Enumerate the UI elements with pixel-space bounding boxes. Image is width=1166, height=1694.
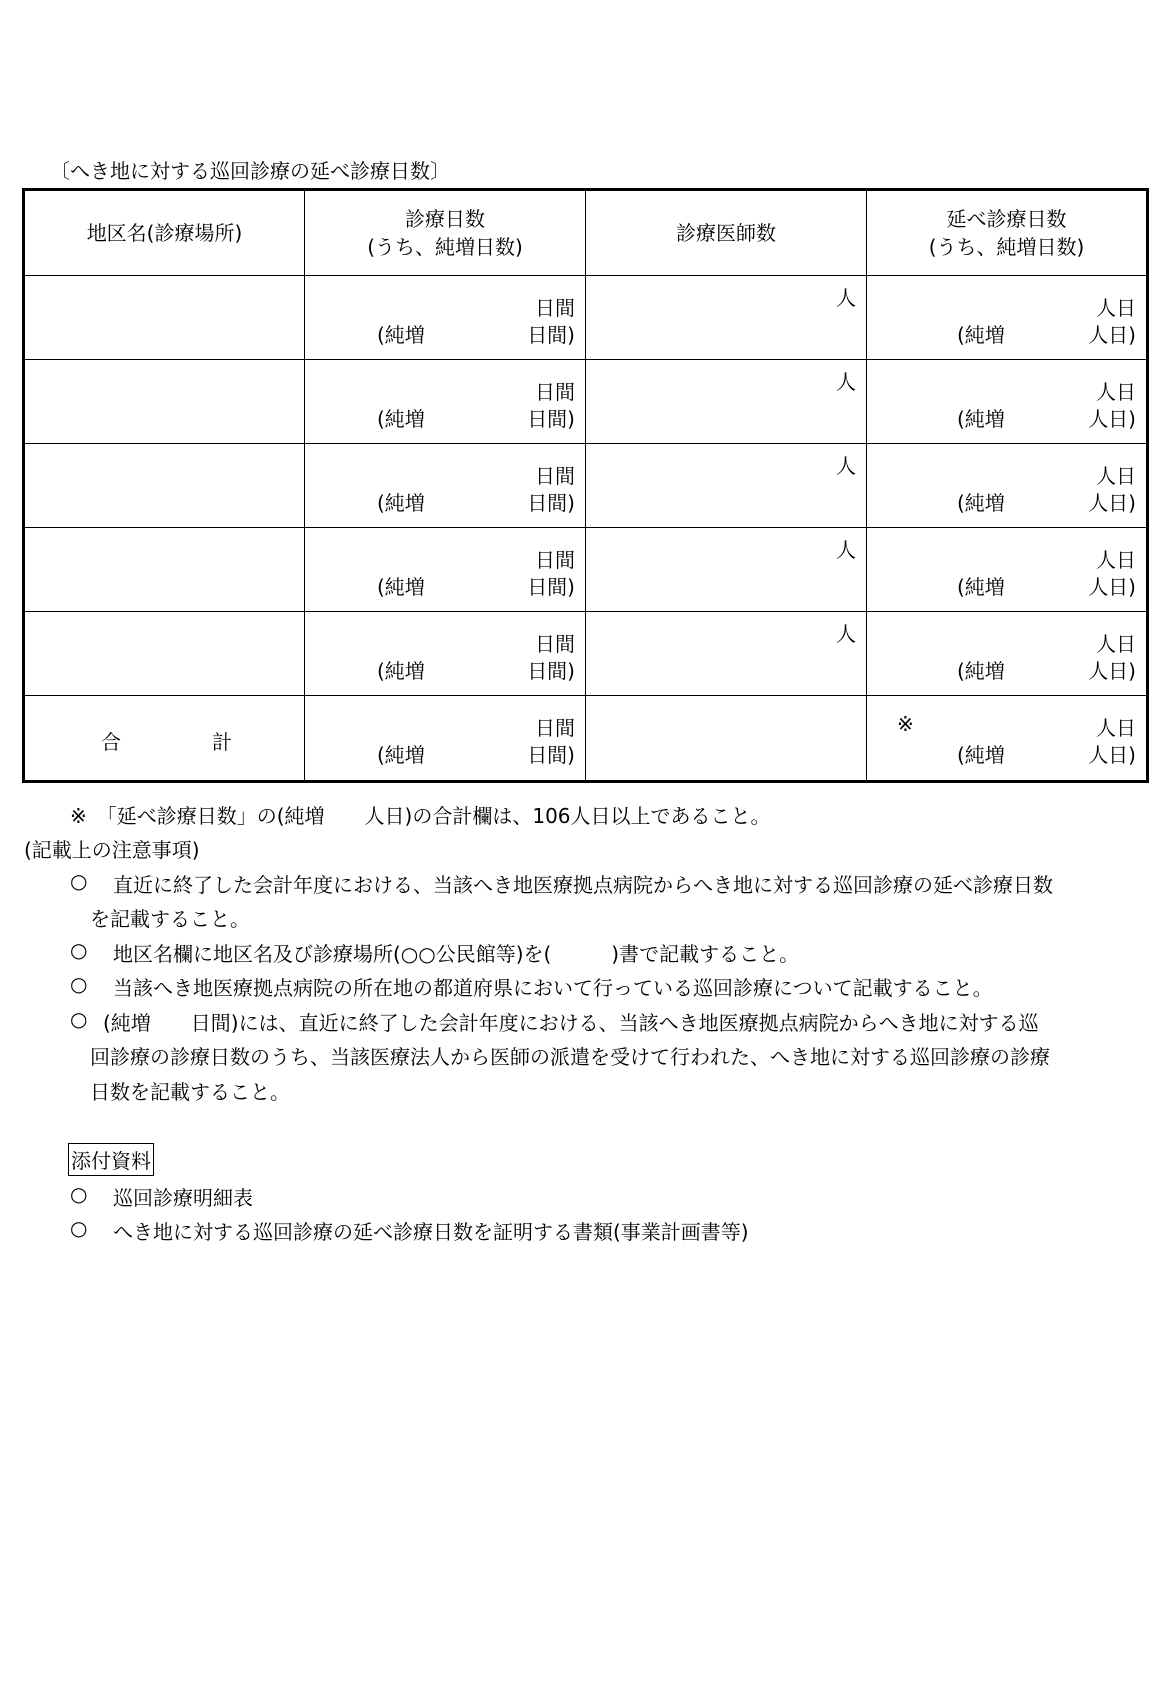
- doctors-unit: 人: [836, 454, 856, 478]
- table-header-row: [24, 190, 1148, 276]
- days-cell[interactable]: [305, 360, 586, 444]
- days-net-unit: 日間): [527, 323, 575, 347]
- total-days-cell[interactable]: [867, 444, 1148, 528]
- days-unit: 日間: [535, 548, 575, 572]
- total-row: [24, 696, 1148, 782]
- note-3-line1: 当該へき地医療拠点病院の所在地の都道府県において行っている巡回診療について記載すること。: [113, 976, 993, 1000]
- header-area-label: 地区名(診療場所): [86, 221, 243, 245]
- header-total-days-label: 延べ診療日数: [946, 207, 1067, 231]
- days-unit: 日間: [535, 632, 575, 656]
- doctors-cell[interactable]: [586, 444, 867, 528]
- days-cell[interactable]: [305, 612, 586, 696]
- attachment-1-bullet: ○: [70, 1182, 88, 1206]
- days-unit: 日間: [535, 464, 575, 488]
- total-days-cell[interactable]: [867, 360, 1148, 444]
- total-days-sum-cell[interactable]: [305, 696, 586, 782]
- days-net-unit: 日間): [527, 491, 575, 515]
- total-days-net-label: (純増: [957, 323, 1005, 347]
- total-visit-days-net-label: (純増: [957, 743, 1005, 767]
- days-net-label: (純増: [377, 323, 425, 347]
- note-1-bullet: ○: [70, 869, 88, 893]
- table-row: [24, 612, 1148, 696]
- footnote: ※ 「延べ診療日数」の(純増 人日)の合計欄は、106人日以上であること。: [70, 804, 771, 828]
- attachment-2-text: へき地に対する巡回診療の延べ診療日数を証明する書類(事業計画書等): [113, 1220, 749, 1244]
- days-net-unit: 日間): [527, 407, 575, 431]
- header-total-days: [867, 190, 1148, 276]
- header-days: [305, 190, 586, 276]
- doctors-unit: 人: [836, 286, 856, 310]
- header-total-days-sub: (うち、純増日数): [928, 235, 1085, 259]
- total-days-net-unit: 人日): [1088, 659, 1136, 683]
- table-row: [24, 276, 1148, 360]
- total-days-sum-net-label: (純増: [377, 743, 425, 767]
- total-days-cell[interactable]: [867, 528, 1148, 612]
- total-label-cell: [24, 696, 305, 782]
- total-days-sum-net-unit: 日間): [527, 743, 575, 767]
- header-days-label: 診療日数: [405, 207, 485, 231]
- total-days-cell[interactable]: [867, 276, 1148, 360]
- total-days-unit: 人日: [1096, 548, 1136, 572]
- total-days-unit: 人日: [1096, 296, 1136, 320]
- days-net-label: (純増: [377, 407, 425, 431]
- days-net-label: (純増: [377, 659, 425, 683]
- note-3-bullet: ○: [70, 972, 88, 996]
- total-days-net-unit: 人日): [1088, 323, 1136, 347]
- total-visit-days-unit: 人日: [1096, 716, 1136, 740]
- note-2-line1: 地区名欄に地区名及び診療場所(○○公民館等)を( )書で記載すること。: [113, 942, 800, 966]
- days-cell[interactable]: [305, 528, 586, 612]
- total-visit-days-net-unit: 人日): [1088, 743, 1136, 767]
- total-days-net-label: (純増: [957, 659, 1005, 683]
- total-days-unit: 人日: [1096, 464, 1136, 488]
- total-doctors-cell[interactable]: [586, 696, 867, 782]
- days-net-label: (純増: [377, 491, 425, 515]
- attachment-2-bullet: ○: [70, 1216, 88, 1240]
- area-cell[interactable]: [24, 612, 305, 696]
- attachment-1-text: 巡回診療明細表: [113, 1186, 253, 1210]
- table-row: [24, 360, 1148, 444]
- note-2-bullet: ○: [70, 938, 88, 962]
- doctors-cell[interactable]: [586, 612, 867, 696]
- area-cell[interactable]: [24, 528, 305, 612]
- days-cell[interactable]: [305, 444, 586, 528]
- note-1-line2: を記載すること。: [90, 907, 250, 931]
- total-label-2: 計: [212, 730, 232, 754]
- doctors-cell[interactable]: [586, 360, 867, 444]
- total-days-unit: 人日: [1096, 632, 1136, 656]
- total-mark: ※: [897, 712, 914, 736]
- table-caption: 〔へき地に対する巡回診療の延べ診療日数〕: [50, 159, 450, 183]
- days-cell[interactable]: [305, 276, 586, 360]
- header-area: [24, 190, 305, 276]
- attachments-title: 添付資料: [68, 1143, 154, 1176]
- doctors-unit: 人: [836, 538, 856, 562]
- total-visit-days-cell[interactable]: [867, 696, 1148, 782]
- doctors-unit: 人: [836, 370, 856, 394]
- total-label-1: 合: [101, 730, 121, 754]
- days-net-unit: 日間): [527, 659, 575, 683]
- total-days-unit: 人日: [1096, 380, 1136, 404]
- table-row: [24, 528, 1148, 612]
- doctors-unit: 人: [836, 622, 856, 646]
- header-doctors-label: 診療医師数: [676, 221, 776, 245]
- total-days-net-unit: 人日): [1088, 491, 1136, 515]
- days-net-label: (純増: [377, 575, 425, 599]
- days-net-unit: 日間): [527, 575, 575, 599]
- days-unit: 日間: [535, 296, 575, 320]
- total-days-net-unit: 人日): [1088, 575, 1136, 599]
- area-cell[interactable]: [24, 276, 305, 360]
- notes-title: (記載上の注意事項): [24, 838, 200, 862]
- header-doctors: [586, 190, 867, 276]
- doctors-cell[interactable]: [586, 528, 867, 612]
- area-cell[interactable]: [24, 360, 305, 444]
- note-1-line1: 直近に終了した会計年度における、当該へき地医療拠点病院からへき地に対する巡回診療の延べ診療日数: [113, 873, 1053, 897]
- area-cell[interactable]: [24, 444, 305, 528]
- doctors-cell[interactable]: [586, 276, 867, 360]
- total-days-sum-unit: 日間: [535, 716, 575, 740]
- total-days-cell[interactable]: [867, 612, 1148, 696]
- total-days-net-label: (純増: [957, 491, 1005, 515]
- note-4-bullet: ○: [70, 1007, 88, 1031]
- header-days-sub: (うち、純増日数): [367, 235, 523, 259]
- total-days-net-label: (純増: [957, 575, 1005, 599]
- total-days-net-label: (純増: [957, 407, 1005, 431]
- table-row: [24, 444, 1148, 528]
- note-4-line3: 日数を記載すること。: [90, 1080, 290, 1104]
- note-4-line1: (純増 日間)には、直近に終了した会計年度における、当該へき地医療拠点病院からへき地に対する巡: [103, 1011, 1039, 1035]
- visit-days-table: [22, 188, 1149, 783]
- note-4-line2: 回診療の診療日数のうち、当該医療法人から医師の派遣を受けて行われた、へき地に対する巡回診療の診療: [90, 1045, 1050, 1069]
- total-days-net-unit: 人日): [1088, 407, 1136, 431]
- days-unit: 日間: [535, 380, 575, 404]
